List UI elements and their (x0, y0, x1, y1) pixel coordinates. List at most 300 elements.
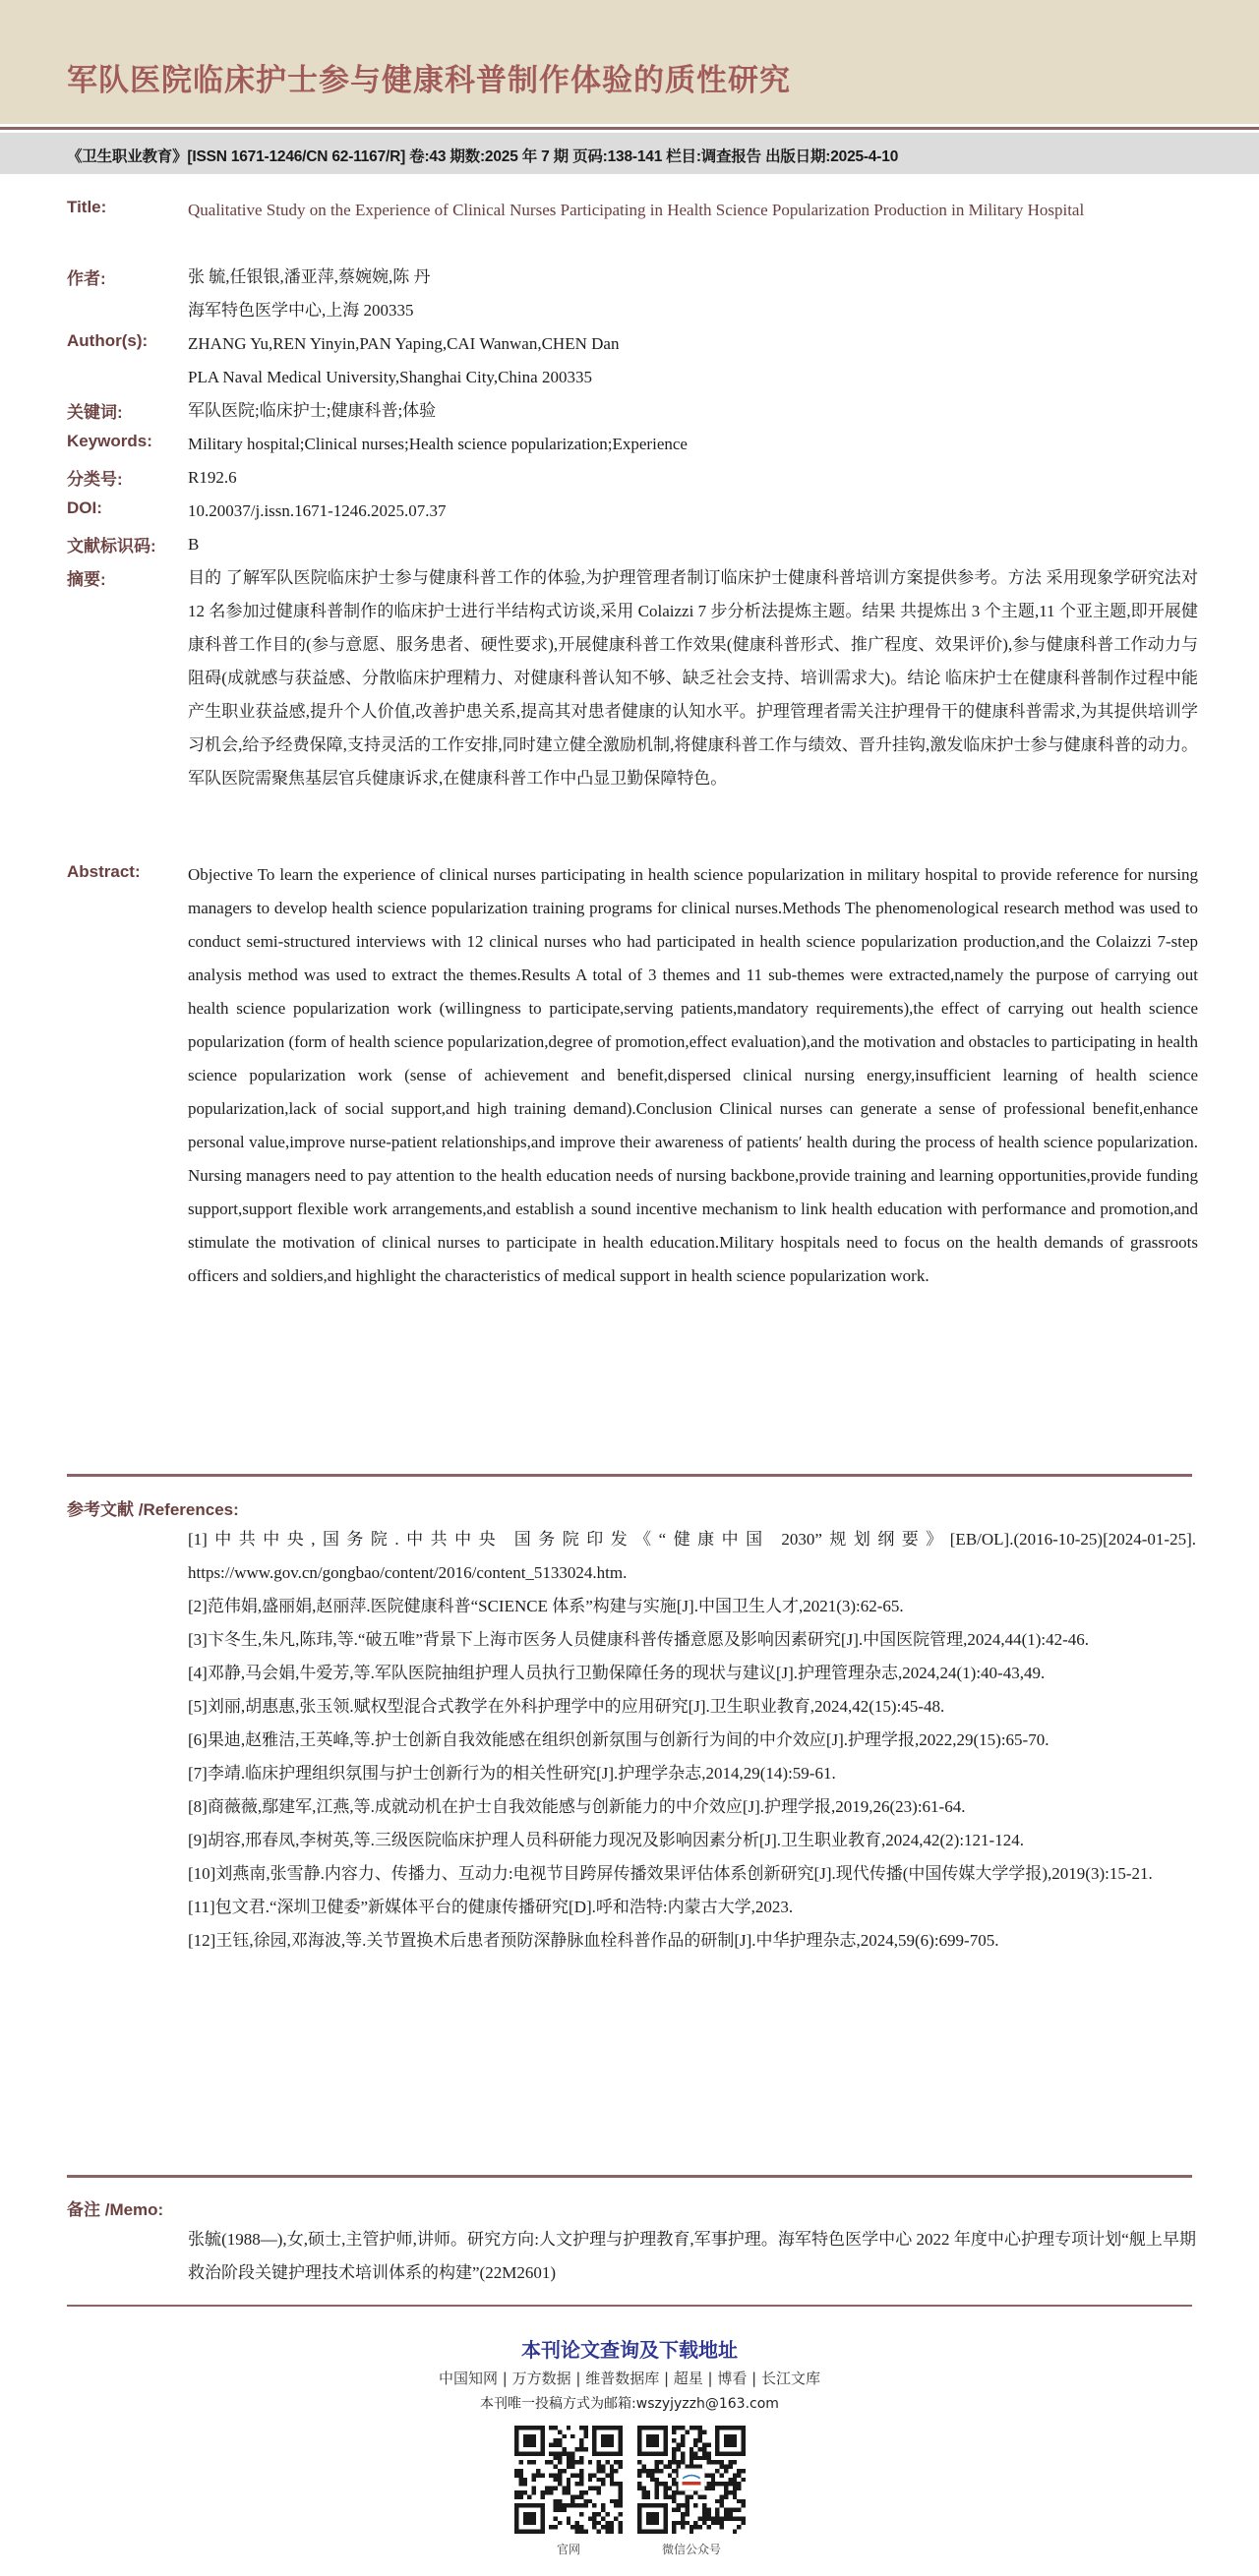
qr-module (641, 2469, 645, 2473)
qr-module (742, 2499, 746, 2503)
qr-module (672, 2447, 676, 2451)
qr-module (698, 2430, 702, 2433)
qr-module (601, 2469, 605, 2473)
qr-module (558, 2469, 562, 2473)
qr-module (605, 2530, 609, 2534)
qr-module (641, 2465, 645, 2469)
qr-module (733, 2508, 737, 2512)
qr-module (575, 2482, 579, 2486)
qr-module (570, 2434, 574, 2438)
qr-module (698, 2494, 702, 2498)
qr-module (532, 2487, 536, 2490)
qr-module (685, 2508, 689, 2512)
qr-module (702, 2508, 706, 2512)
qr-module (737, 2525, 741, 2529)
qr-module (536, 2473, 540, 2477)
qr-module (711, 2521, 715, 2525)
qr-module (637, 2473, 641, 2477)
wechat-logo-icon (679, 2469, 704, 2490)
qr-module (619, 2460, 623, 2464)
qr-module (698, 2438, 702, 2442)
qr-module (742, 2521, 746, 2525)
qr-module (681, 2426, 685, 2430)
qr-module (592, 2525, 596, 2529)
qr-module (715, 2499, 719, 2503)
qr-module (597, 2512, 601, 2516)
qr-module (567, 2465, 570, 2469)
qr-module (558, 2456, 562, 2460)
qr-module (619, 2490, 623, 2494)
qr-module (672, 2490, 676, 2494)
qr-module (549, 2451, 553, 2455)
qr-module (706, 2512, 710, 2516)
qr-module (711, 2516, 715, 2520)
qr-module (715, 2482, 719, 2486)
qr-module (592, 2473, 596, 2477)
qr-module (672, 2438, 676, 2442)
qr-module (558, 2443, 562, 2447)
keywords-en-value: Military hospital;Clinical nurses;Health science popularization;Experience (188, 435, 688, 453)
qr-module (672, 2469, 676, 2473)
qr-module (562, 2490, 566, 2494)
qr-module (583, 2447, 587, 2451)
qr-module (549, 2473, 553, 2477)
qr-module (554, 2487, 558, 2490)
authors-en-affiliation: PLA Naval Medical University,Shanghai City,China 200335 (188, 368, 592, 386)
qr-module (583, 2499, 587, 2503)
qr-module (562, 2447, 566, 2451)
qr-module (610, 2482, 614, 2486)
qr-module (706, 2451, 710, 2455)
reference-item: [10]刘燕南,张雪静.内容力、传播力、互动力:电视节目跨屏传播效果评估体系创新研究[J].现代传播(中国传媒大学学报),2019(3):15-21. (188, 1864, 1153, 1883)
qr-module (693, 2490, 697, 2494)
qr-module (575, 2530, 579, 2534)
qr-module (724, 2508, 728, 2512)
qr-module (567, 2460, 570, 2464)
qr-module (567, 2521, 570, 2525)
qr-module (592, 2512, 596, 2516)
qr-module (702, 2447, 706, 2451)
qr-module (733, 2494, 737, 2498)
qr-module (698, 2525, 702, 2529)
memo-label: 备注 /Memo: (67, 2200, 164, 2219)
qr-module (737, 2482, 741, 2486)
qr-module (742, 2478, 746, 2482)
qr-module (685, 2465, 689, 2469)
qr-module (659, 2469, 663, 2473)
qr-module (663, 2494, 667, 2498)
qr-module (601, 2516, 605, 2520)
qr-module (592, 2487, 596, 2490)
qr-module (579, 2490, 583, 2494)
qr-wechat[interactable] (637, 2426, 746, 2557)
qr-module (579, 2530, 583, 2534)
qr-module (663, 2487, 667, 2490)
qr-module (610, 2530, 614, 2534)
qr-module (583, 2490, 587, 2494)
qr-module (681, 2456, 685, 2460)
qr-module (724, 2465, 728, 2469)
qr-module (554, 2499, 558, 2503)
qr-module (672, 2494, 676, 2498)
qr-module (720, 2482, 724, 2486)
qr-module (677, 2460, 681, 2464)
qr-module (514, 2490, 518, 2494)
qr-code-icon[interactable] (514, 2426, 623, 2534)
qr-module (728, 2478, 732, 2482)
qr-module (614, 2469, 618, 2473)
footer-title: 本刊论文查询及下载地址 (521, 2338, 738, 2362)
qr-module (619, 2494, 623, 2498)
doi-label: DOI: (67, 498, 102, 517)
qr-module (681, 2525, 685, 2529)
qr-module (737, 2508, 741, 2512)
qr-module (588, 2499, 592, 2503)
qr-code-icon[interactable] (637, 2426, 746, 2534)
qr-module (575, 2460, 579, 2464)
qr-module (637, 2482, 641, 2486)
qr-module (518, 2494, 522, 2498)
qr-module (702, 2503, 706, 2507)
qr-module (514, 2494, 518, 2498)
qr-module (698, 2456, 702, 2460)
qr-module (575, 2521, 579, 2525)
qr-module (567, 2490, 570, 2494)
qr-module (558, 2473, 562, 2477)
qr-module (523, 2490, 527, 2494)
qr-module (558, 2508, 562, 2512)
qr-module (689, 2456, 693, 2460)
qr-module (715, 2521, 719, 2525)
title-label: Title: (67, 198, 107, 216)
keywords-cn-label: 关键词: (67, 403, 123, 422)
qr-module (685, 2430, 689, 2433)
qr-module (570, 2499, 574, 2503)
qr-module (681, 2512, 685, 2516)
qr-module (562, 2508, 566, 2512)
qr-module (681, 2490, 685, 2494)
field-authors-cn (67, 261, 1198, 327)
qr-module (592, 2521, 596, 2525)
qr-module (579, 2482, 583, 2486)
qr-module (619, 2487, 623, 2490)
qr-module (597, 2490, 601, 2494)
qr-module (549, 2487, 553, 2490)
qr-module (554, 2443, 558, 2447)
qr-module (549, 2426, 553, 2430)
qr-module (558, 2503, 562, 2507)
qr-module (570, 2494, 574, 2498)
abstract-en-text: Objective To learn the experience of clinical nurses participating in health science popularization in military hospital to provide reference for nursing managers to develop health science popularization training programs for clinical nurses.Methods The phenomenological research method was used to conduct semi-structured interviews with 12 clinical nurses who had participated in health science popularization production,and the Colaizzi 7-step analysis method was used to extract the themes.Results A total of 3 themes and 11 sub-themes were extracted,namely the purpose of carrying out health science popularization work (willingness to participate,serving patients,mandatory requirements),the effect of carrying out health science popularization (form of health science popularization,degree of promotion,effect evaluation),and the motivation and obstacles to participating in health science popularization work (sense of achievement and benefit,dispersed clinical nursing energy,insufficient learning of health science popularization,lack of social support,and high training demand).Conclusion Clinical nurses can generate a sense of professional benefit,enhance personal value,improve nurse-patient relationships,and improve their awareness of patients′ health during the process of health science popularization. Nursing managers need to pay attention to the health education needs of nursing backbone,provide training and learning opportunities,provide funding support,support flexible work arrangements,and establish a sound incentive mechanism to link health education with performance and promotion,and stimulate the motivation of clinical nurses to participate in health education.Military hospitals need to focus on the health demands of grassroots officers and soldiers,and highlight the characteristics of medical support in health science popularization work. (188, 865, 1198, 1285)
qr-module (588, 2478, 592, 2482)
qr-module (693, 2521, 697, 2525)
qr-module (715, 2460, 719, 2464)
qr-module (597, 2465, 601, 2469)
qr-module (672, 2430, 676, 2433)
qr-module (646, 2473, 650, 2477)
qr-module (567, 2456, 570, 2460)
qr-module (575, 2447, 579, 2451)
qr-module (579, 2512, 583, 2516)
qr-module (702, 2521, 706, 2525)
qr-module (567, 2482, 570, 2486)
qr-module (605, 2512, 609, 2516)
qr-module (567, 2451, 570, 2455)
qr-module (702, 2512, 706, 2516)
references-divider (67, 1474, 1192, 1477)
qr-module (579, 2438, 583, 2442)
reference-item: [2]范伟娟,盛丽娟,赵丽萍.医院健康科普“SCIENCE 体系”构建与实施[J].中国卫生人才,2021(3):62-65. (188, 1597, 904, 1615)
qr-module (562, 2503, 566, 2507)
qr-module (672, 2460, 676, 2464)
field-abstract-en (67, 858, 1198, 1293)
qr-module (663, 2490, 667, 2494)
reference-item: [5]刘丽,胡惠惠,张玉领.赋权型混合式教学在外科护理学中的应用研究[J].卫生职业教育,2024,42(15):45-48. (188, 1697, 945, 1716)
qr-module (558, 2460, 562, 2464)
qr-module (641, 2490, 645, 2494)
qr-module (601, 2508, 605, 2512)
qr-module (562, 2487, 566, 2490)
qr-module (619, 2530, 623, 2534)
qr-module (668, 2460, 672, 2464)
qr-finder (724, 2434, 737, 2447)
qr-module (579, 2473, 583, 2477)
qr-module (728, 2490, 732, 2494)
qr-module (637, 2487, 641, 2490)
qr-module (619, 2525, 623, 2529)
qr-module (702, 2443, 706, 2447)
qr-finder (523, 2512, 536, 2525)
memo-text (188, 2223, 1196, 2290)
qr-module (724, 2482, 728, 2486)
citation-meta: 《卫生职业教育》[ISSN 1671-1246/CN 62-1167/R] 卷:43 期数:2025 年 7 期 页码:138-141 栏目:调查报告 出版日期:2025-4-10 (67, 148, 899, 165)
qr-module (588, 2487, 592, 2490)
qr-module (693, 2465, 697, 2469)
qr-module (619, 2512, 623, 2516)
qr-module (579, 2443, 583, 2447)
qr-module (601, 2525, 605, 2529)
qr-module (570, 2465, 574, 2469)
qr-module (737, 2516, 741, 2520)
qr-module (610, 2465, 614, 2469)
qr-module (737, 2487, 741, 2490)
qr-module (668, 2473, 672, 2477)
qr-module (724, 2512, 728, 2516)
field-classification (67, 461, 1198, 495)
qr-module (549, 2460, 553, 2464)
qr-module (523, 2478, 527, 2482)
qr-module (681, 2438, 685, 2442)
qr-module (655, 2494, 659, 2498)
qr-module (742, 2516, 746, 2520)
qr-module (677, 2443, 681, 2447)
qr-module (655, 2460, 659, 2464)
authors-cn-names: 张 毓,任银银,潘亚萍,蔡婉婉,陈 丹 (188, 267, 431, 286)
qr-module (706, 2443, 710, 2447)
qr-module (677, 2508, 681, 2512)
qr-module (655, 2482, 659, 2486)
qr-module (518, 2490, 522, 2494)
qr-module (720, 2473, 724, 2477)
qr-module (668, 2487, 672, 2490)
qr-module (681, 2503, 685, 2507)
qr-module (597, 2521, 601, 2525)
qr-module (567, 2516, 570, 2520)
footer-submission-email: 本刊唯一投稿方式为邮箱:wszyjyzzh@163.com (480, 2396, 779, 2412)
qr-module (724, 2469, 728, 2473)
qr-module (728, 2465, 732, 2469)
qr-module (655, 2465, 659, 2469)
qr-module (720, 2499, 724, 2503)
qr-module (668, 2494, 672, 2498)
keywords-cn-value: 军队医院;临床护士;健康科普;体验 (188, 401, 437, 420)
qr-module (570, 2456, 574, 2460)
qr-module (733, 2478, 737, 2482)
qr-module (592, 2503, 596, 2507)
field-keywords-en (67, 428, 1198, 461)
reference-item: [9]胡容,邢春凤,李树英,等.三级医院临床护理人员科研能力现况及影响因素分析[J].卫生职业教育,2024,42(2):121-124. (188, 1831, 1024, 1849)
qr-module (689, 2494, 693, 2498)
qr-module (554, 2473, 558, 2477)
qr-module (689, 2451, 693, 2455)
reference-item: [12]王钰,徐园,邓海波,等.关节置换术后患者预防深静脉血栓科普作品的研制[J].中华护理杂志,2024,59(6):699-705. (188, 1931, 999, 1950)
qr-module (575, 2525, 579, 2529)
qr-module (672, 2499, 676, 2503)
qr-module (570, 2451, 574, 2455)
qr-module (706, 2482, 710, 2486)
qr-module (677, 2447, 681, 2451)
doc-code-value: B (188, 535, 200, 554)
qr-module (693, 2451, 697, 2455)
qr-module (558, 2430, 562, 2433)
qr-module (733, 2530, 737, 2534)
qr-module (532, 2460, 536, 2464)
qr-module (545, 2460, 549, 2464)
qr-module (698, 2426, 702, 2430)
qr-module (558, 2521, 562, 2525)
qr-module (706, 2460, 710, 2464)
qr-module (523, 2482, 527, 2486)
memo-value: 张毓(1988—),女,硕士,主管护师,讲师。研究方向:人文护理与护理教育,军事护理。海军特色医学中心 2022 年度中心护理专项计划“舰上早期救治阶段关键护理技术培训体系的构建”(22M2601) (188, 2230, 1196, 2282)
qr-module (567, 2487, 570, 2490)
qr-module (655, 2478, 659, 2482)
qr-module (619, 2465, 623, 2469)
header-band (0, 0, 1259, 124)
qr-module (605, 2521, 609, 2525)
references-label: 参考文献 /References: (67, 1500, 239, 1519)
qr-module (655, 2469, 659, 2473)
qr-module (558, 2438, 562, 2442)
qr-module (567, 2426, 570, 2430)
qr-module (698, 2516, 702, 2520)
field-doi (67, 495, 1198, 528)
qr-module (724, 2516, 728, 2520)
qr-module (588, 2460, 592, 2464)
qr-module (720, 2503, 724, 2507)
qr-module (715, 2469, 719, 2473)
page-title: 军队医院临床护士参与健康科普制作体验的质性研究 (67, 63, 791, 98)
qr-module (715, 2516, 719, 2520)
qr-module (558, 2478, 562, 2482)
qr-module (554, 2525, 558, 2529)
qr-module (733, 2460, 737, 2464)
qr-module (698, 2447, 702, 2451)
qr-module (702, 2494, 706, 2498)
qr-module (689, 2525, 693, 2529)
qr-official-site[interactable] (514, 2426, 623, 2557)
qr-module (711, 2460, 715, 2464)
qr-module (702, 2456, 706, 2460)
qr-module (650, 2478, 654, 2482)
memo-divider (67, 2175, 1192, 2178)
header-divider (0, 127, 1259, 130)
qr-module (597, 2487, 601, 2490)
qr-module (554, 2503, 558, 2507)
qr-module (514, 2469, 518, 2473)
qr-module (575, 2503, 579, 2507)
qr-module (720, 2521, 724, 2525)
qr-module (601, 2482, 605, 2486)
qr-finder (646, 2434, 659, 2447)
qr-module (672, 2456, 676, 2460)
authors-cn-affiliation: 海军特色医学中心,上海 200335 (188, 301, 414, 320)
qr-module (685, 2521, 689, 2525)
qr-module (720, 2525, 724, 2529)
qr-module (742, 2503, 746, 2507)
qr-module (601, 2503, 605, 2507)
qr-module (706, 2525, 710, 2529)
qr-module (554, 2508, 558, 2512)
qr-module (532, 2473, 536, 2477)
qr-module (681, 2434, 685, 2438)
qr-module (554, 2478, 558, 2482)
doi-value[interactable]: 10.20037/j.issn.1671-1246.2025.07.37 (188, 501, 447, 520)
reference-item: [6]果迪,赵雅洁,王英峰,等.护士创新自我效能感在组织创新氛围与创新行为间的中介效应[J].护理学报,2022,29(15):65-70. (188, 1730, 1049, 1749)
qr-module (558, 2482, 562, 2486)
qr-module (583, 2434, 587, 2438)
qr-module (715, 2512, 719, 2516)
qr-module (711, 2482, 715, 2486)
qr-module (672, 2482, 676, 2486)
qr-module (597, 2478, 601, 2482)
qr-module (724, 2490, 728, 2494)
qr-module (619, 2521, 623, 2525)
qr-module (702, 2451, 706, 2455)
qr-module (610, 2469, 614, 2473)
qr-module (685, 2503, 689, 2507)
qr-module (668, 2465, 672, 2469)
reference-item: [7]李靖.临床护理组织氛围与护士创新行为的相关性研究[J].护理学杂志,2014,29(14):59-61. (188, 1764, 836, 1783)
qr-module (540, 2490, 544, 2494)
qr-module (711, 2478, 715, 2482)
doc-code-label: 文献标识码: (67, 537, 156, 556)
qr-module (650, 2469, 654, 2473)
qr-module (672, 2508, 676, 2512)
qr-module (588, 2516, 592, 2520)
qr-module (689, 2530, 693, 2534)
qr-module (702, 2430, 706, 2433)
qr-module (549, 2490, 553, 2494)
qr-module (689, 2465, 693, 2469)
footer-database-list: 中国知网 | 万方数据 | 维普数据库 | 超星 | 博看 | 长江文库 (439, 2370, 820, 2387)
field-keywords-cn (67, 394, 1198, 428)
qr-module (737, 2499, 741, 2503)
qr-module (720, 2465, 724, 2469)
qr-module (575, 2494, 579, 2498)
qr-module (518, 2478, 522, 2482)
qr-module (614, 2499, 618, 2503)
qr-official-caption: 官网 (556, 2543, 580, 2556)
